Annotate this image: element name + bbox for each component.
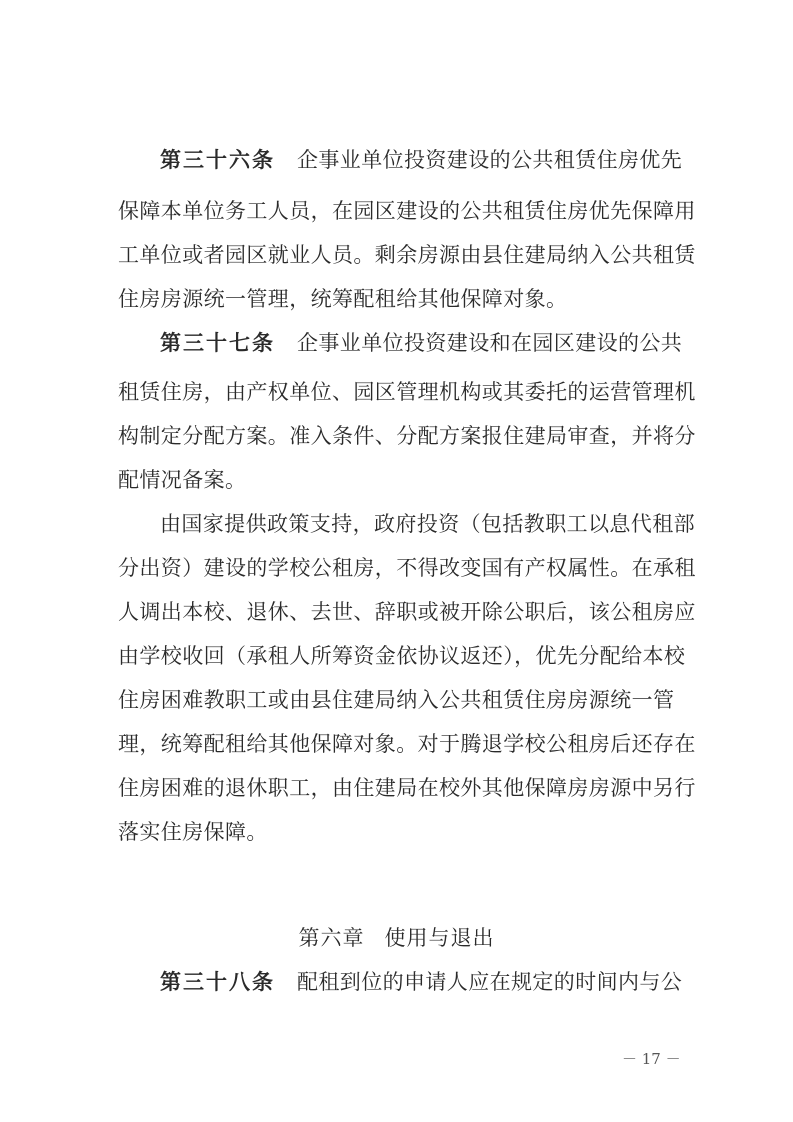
article-36-line-2: 保障本单位务工人员，在园区建设的公共租赁住房优先保障用: [118, 199, 696, 223]
paragraph-line-2: 分出资）建设的学校公租房，不得改变国有产权属性。在承租: [118, 556, 696, 580]
article-37-text-1: 企事业单位投资建设和在园区建设的公共: [297, 331, 683, 355]
paragraph-line-7: 住房困难的退休职工，由住建局在校外其他保障房房源中另行: [118, 776, 696, 800]
chapter-number: 第六章: [298, 926, 365, 950]
article-38-heading: 第三十八条: [160, 970, 275, 994]
paragraph-line-8: 落实住房保障。: [118, 820, 268, 844]
article-36-line-3: 工单位或者园区就业人员。剩余房源由县住建局纳入公共租赁: [118, 243, 696, 267]
paragraph-line-4: 由学校收回（承租人所筹资金依协议返还），优先分配给本校: [118, 644, 686, 668]
paragraph-line-3: 人调出本校、退休、去世、辞职或被开除公职后，该公租房应: [118, 600, 696, 624]
article-37-line-1: [160, 329, 720, 357]
chapter-title: 使用与退出: [384, 926, 495, 950]
article-37-line-3: 构制定分配方案。准入条件、分配方案报住建局审查，并将分: [118, 424, 696, 448]
paragraph-line-5: 住房困难教职工或由县住建局纳入公共租赁住房房源统一管: [118, 688, 675, 712]
page-number: － 17 －: [622, 1050, 681, 1068]
article-36-line-1: [160, 146, 720, 174]
article-36-heading: 第三十六条: [160, 148, 275, 172]
chapter-heading: [0, 924, 793, 952]
article-36-line-4: 住房房源统一管理，统筹配租给其他保障对象。: [118, 287, 568, 311]
article-36-text-1: 企事业单位投资建设的公共租赁住房优先: [297, 148, 683, 172]
article-38-line-1: [160, 968, 720, 996]
paragraph-line-1: 由国家提供政策支持，政府投资（包括教职工以息代租部: [160, 512, 695, 536]
article-37-line-4: 配情况备案。: [118, 468, 247, 492]
article-37-line-2: 租赁住房，由产权单位、园区管理机构或其委托的运营管理机: [118, 380, 696, 404]
paragraph-line-6: 理，统筹配租给其他保障对象。对于腾退学校公租房后还存在: [118, 732, 696, 756]
article-37-heading: 第三十七条: [160, 331, 275, 355]
article-38-text-1: 配租到位的申请人应在规定的时间内与公: [297, 970, 683, 994]
